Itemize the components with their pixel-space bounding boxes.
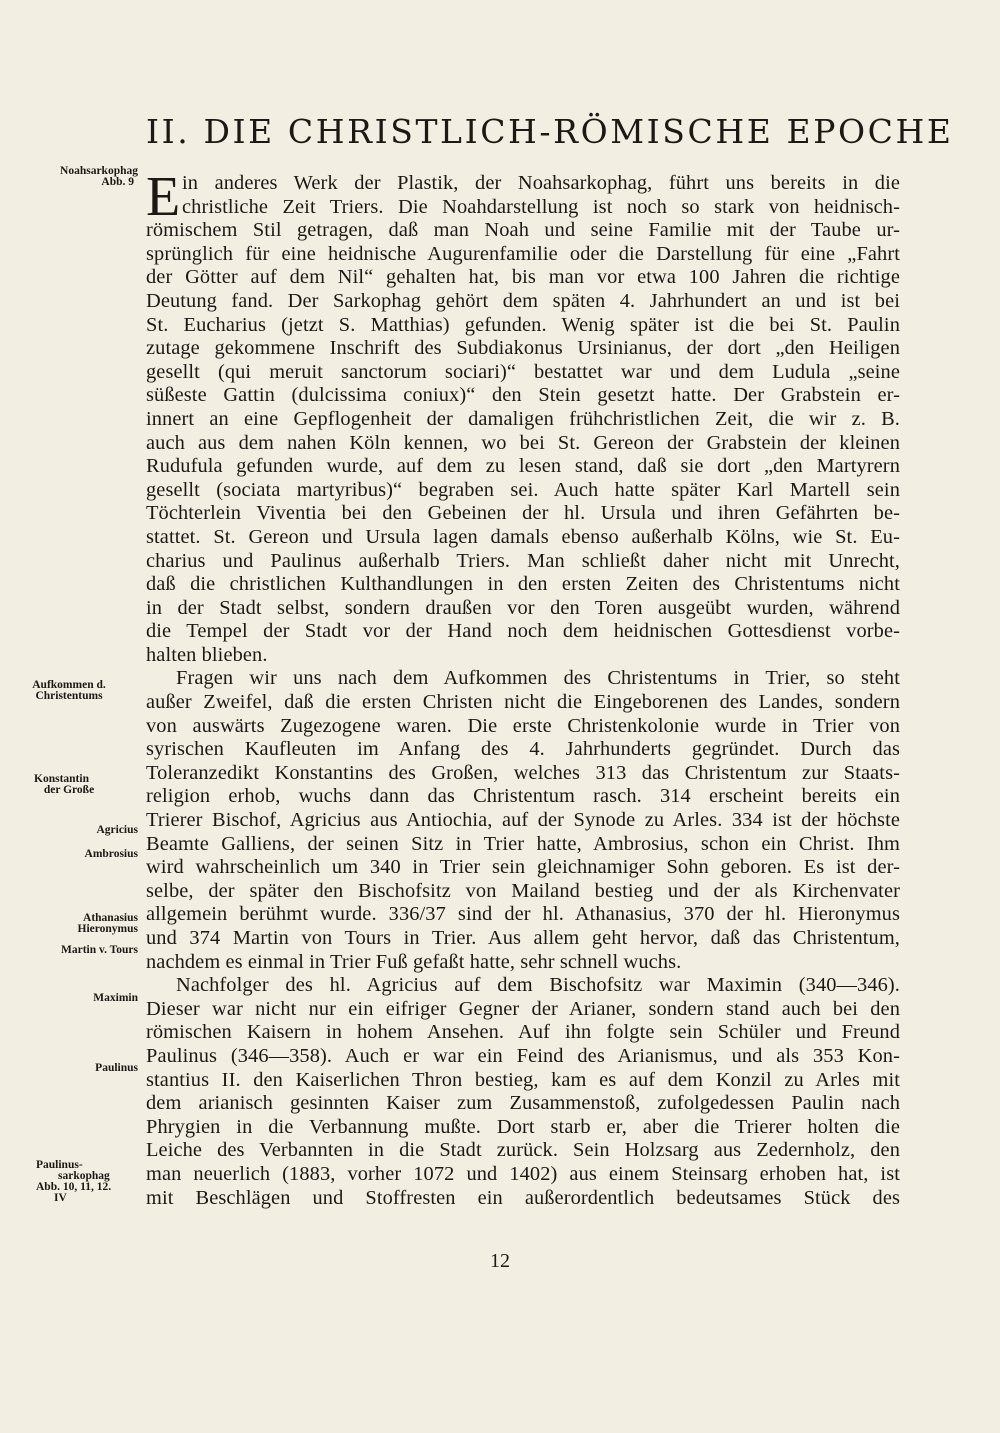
chapter-title: II. DIE CHRISTLICH-RÖMISCHE EPOCHE bbox=[146, 112, 954, 151]
text-line: in anderes Werk der Plastik, der Noahsarkophag, führt uns bereits in die bbox=[182, 172, 900, 194]
text-line: außer Zweifel, daß die ersten Christen nicht die Eingeborenen des Landes, sondern bbox=[146, 691, 900, 714]
text-line: Beamte Galliens, der seinen Sitz in Trier hatte, Ambrosius, schon ein Christ. Ihm bbox=[146, 832, 900, 855]
text-line: Nachfolger des hl. Agricius auf dem Bischofsitz war Maximin (340—346). bbox=[176, 974, 900, 997]
margin-note-ambrosius: Ambrosius bbox=[84, 848, 138, 860]
text-line: wird wahrscheinlich um 340 in Trier sein gleichnamiger Sohn geboren. Es ist der- bbox=[146, 856, 900, 879]
text-line: in der Stadt selbst, sondern draußen vor den Toren ausgeübt wurden, während bbox=[146, 596, 900, 619]
text-line: christliche Zeit Triers. Die Noahdarstellung ist noch so stark von heidnisch- bbox=[182, 195, 900, 218]
text-line: gesellt (sociata martyribus)“ begraben sei. Auch hatte später Karl Martell sein bbox=[146, 478, 900, 501]
text-line: St. Eucharius (jetzt S. Matthias) gefunden. Wenig später ist die bei St. Paulin bbox=[146, 313, 900, 336]
text-line: Dieser war nicht nur ein eifriger Gegner der Arianer, sondern stand auch bei den bbox=[146, 997, 900, 1020]
text-line: sprünglich für eine heidnische Augurenfamilie oder die Darstellung für eine „Fahrt bbox=[146, 242, 900, 265]
text-line: religion erhob, wuchs dann das Christentum rasch. 314 erscheint bereits ein bbox=[146, 785, 900, 808]
text-line: charius und Paulinus außerhalb Triers. Man schließt daher nicht mit Unrecht, bbox=[146, 549, 900, 572]
margin-note-maximin: Maximin bbox=[93, 992, 138, 1004]
page-number: 12 bbox=[490, 1250, 510, 1272]
text-line: von auswärts Zugezogene waren. Die erste Christenkolonie wurde in Trier von bbox=[146, 714, 900, 737]
text-line: Toleranzedikt Konstantins des Großen, welches 313 das Christentum zur Staats- bbox=[146, 761, 900, 784]
text-line: Deutung fand. Der Sarkophag gehört dem späten 4. Jahrhundert an und ist bei bbox=[146, 289, 900, 312]
margin-note-agricius: Agricius bbox=[96, 824, 138, 836]
text-line: der Götter auf dem Nil“ gehalten hat, bis man vor etwa 100 Jahren die richtige bbox=[146, 266, 900, 289]
text-line: daß die christlichen Kulthandlungen in den ersten Zeiten des Christentums nicht bbox=[146, 573, 900, 596]
text-line: dem arianisch gesinnten Kaiser zum Zusammenstoß, zufolgedessen Paulin nach bbox=[146, 1092, 900, 1115]
text-line: allgemein berühmt wurde. 336/37 sind der hl. Athanasius, 370 der hl. Hieronymus bbox=[146, 903, 900, 926]
text-line: süßeste Gattin (dulcissima coniux)“ den Stein gesetzt hatte. Der Grabstein er- bbox=[146, 384, 900, 407]
text-line: gesellt (qui meruit sanctorum sociari)“ bestattet war und dem Ludula „seine bbox=[146, 360, 900, 383]
drop-cap: E bbox=[146, 166, 181, 228]
text-line: syrischen Kaufleuten im Anfang des 4. Jahrhunderts gegründet. Durch das bbox=[146, 738, 900, 761]
text-line: mit Beschlägen und Stoffresten ein außerordentlich bedeutsames Stück des bbox=[146, 1186, 900, 1209]
body-text bbox=[146, 166, 900, 1210]
text-line: selbe, der später den Bischofsitz von Mailand bestieg und der als Kirchenvater bbox=[146, 879, 900, 902]
margin-note-martin: Martin v. Tours bbox=[60, 944, 138, 956]
margin-note-konstantin: Konstantin der Große bbox=[34, 773, 95, 796]
margin-note-noahsarkophag: Noahsarkophag Abb. 9 bbox=[60, 165, 138, 188]
text-line: römischen Kaisern in hohem Ansehen. Auf ihn folgte sein Schüler und Freund bbox=[146, 1021, 900, 1044]
text-line: auch aus dem nahen Köln kennen, wo bei St. Gereon der Grabstein der kleinen bbox=[146, 431, 900, 454]
margin-note-paulinus: Paulinus bbox=[95, 1062, 138, 1074]
text-line: römischem Stil getragen, daß man Noah und seine Familie mit der Taube ur- bbox=[146, 219, 900, 242]
text-line: Rudufula gefunden wurde, auf dem zu lesen stand, daß sie dort „den Martyrern bbox=[146, 455, 900, 478]
text-line: innert an eine Gepflogenheit der damaligen frühchristlichen Zeit, die wir z. B. bbox=[146, 407, 900, 430]
text-line: halten blieben. bbox=[146, 643, 268, 666]
text-line: stantius II. den Kaiserlichen Thron bestieg, kam es auf dem Konzil zu Arles mit bbox=[146, 1068, 900, 1091]
text-line: die Tempel der Stadt vor der Hand noch dem heidnischen Gottesdienst vorbe- bbox=[146, 620, 900, 643]
text-line: Fragen wir uns nach dem Aufkommen des Christentums in Trier, so steht bbox=[176, 667, 900, 690]
text-line: Trierer Bischof, Agricius aus Antiochia, auf der Synode zu Arles. 334 ist der höchste bbox=[146, 809, 900, 832]
text-line: Leiche des Verbannten in die Stadt zurück. Sein Holzsarg aus Zedernholz, den bbox=[146, 1139, 900, 1162]
margin-note-aufkommen: Aufkommen d. Christentums bbox=[32, 679, 106, 702]
text-line: Phrygien in die Verbannung mußte. Dort starb er, aber die Trierer holten die bbox=[146, 1115, 900, 1138]
text-line: stattet. St. Gereon und Ursula lagen damals ebenso außerhalb Kölns, wie St. Eu- bbox=[146, 525, 900, 548]
text-line: zutage gekommene Inschrift des Subdiakonus Ursinianus, der dort „den Heiligen bbox=[146, 337, 900, 360]
margin-notes bbox=[0, 0, 140, 1433]
margin-note-athanasius: Athanasius Hieronymus bbox=[77, 912, 138, 935]
margin-note-paulinus-sarkophag: Paulinus- sarkophag Abb. 10, 11, 12. IV bbox=[36, 1159, 112, 1204]
text-line: und 374 Martin von Tours in Trier. Aus allem geht hervor, daß das Christentum, bbox=[146, 927, 900, 949]
text-line: Töchterlein Viventia bei den Gebeinen der hl. Ursula und ihren Gefährten be- bbox=[146, 502, 900, 525]
text-line: Paulinus (346—358). Auch er war ein Feind des Arianismus, und als 353 Kon- bbox=[146, 1044, 900, 1067]
text-line: man neuerlich (1883, vorher 1072 und 1402) aus einem Steinsarg erhoben hat, ist bbox=[146, 1162, 900, 1185]
text-line: nachdem es einmal in Trier Fuß gefaßt hatte, sehr schnell wuchs. bbox=[146, 950, 682, 973]
